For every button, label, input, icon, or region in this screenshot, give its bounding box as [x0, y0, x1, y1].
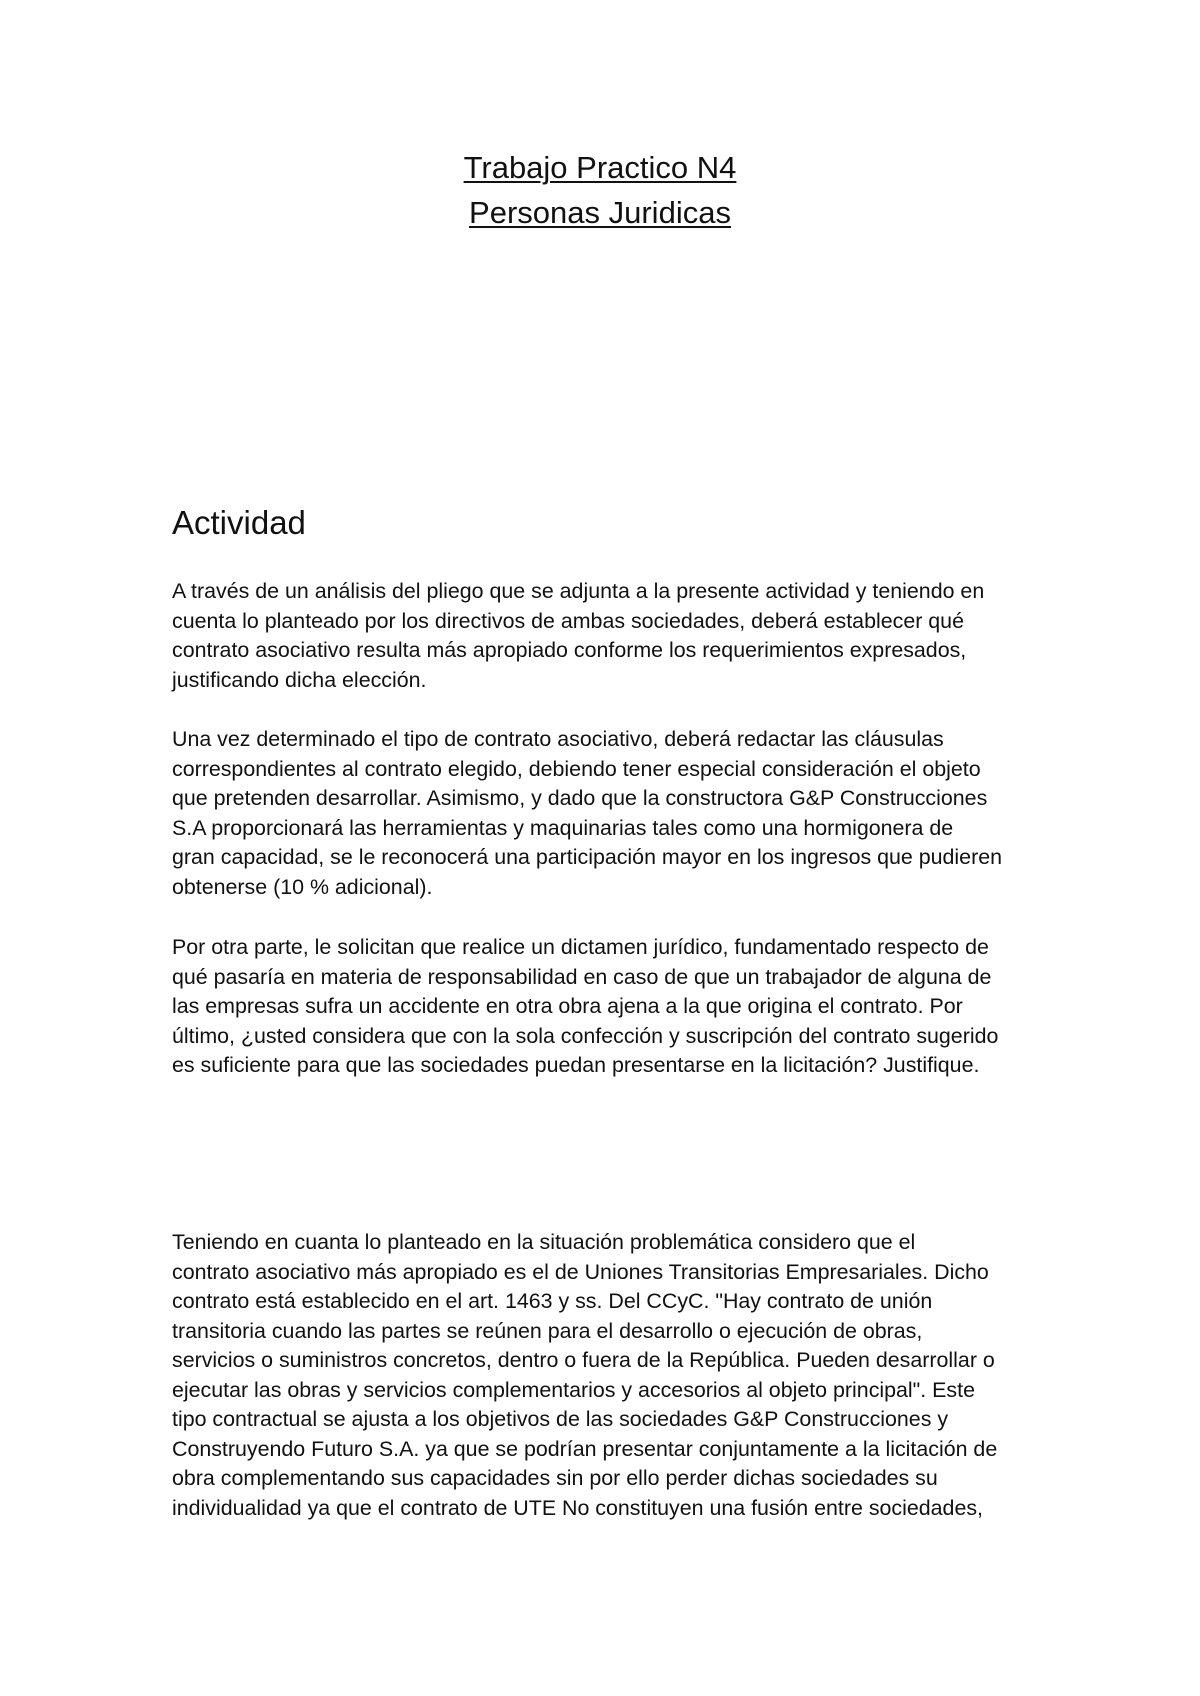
- text-line: Por otra parte, le solicitan que realice un dictamen jurídico, fundamentado respecto de: [172, 935, 989, 959]
- text-line: cuenta lo planteado por los directivos de ambas sociedades, deberá establecer qué: [172, 608, 964, 633]
- text-line: S.A proporcionará las herramientas y maquinarias tales como una hormigonera de: [172, 815, 954, 840]
- text-line: transitoria cuando las partes se reúnen para el desarrollo o ejecución de obras,: [172, 1318, 923, 1343]
- text-line: Una vez determinado el tipo de contrato asociativo, deberá redactar las cláusulas: [172, 727, 944, 751]
- title-line-1: Trabajo Practico N4: [463, 150, 737, 185]
- text-line: contrato asociativo resulta más apropiado conforme los requerimientos expresados,: [172, 638, 967, 662]
- text-line: que pretenden desarrollar. Asimismo, y dado que la constructora G&P Construcciones: [172, 786, 988, 810]
- text-line: individualidad ya que el contrato de UTE No constituyen una fusión entre sociedades,: [172, 1495, 983, 1520]
- text-line: servicios o suministros concretos, dentro o fuera de la República. Pueden desarrollar o: [172, 1348, 995, 1372]
- text-line: contrato está establecido en el art. 1463 y ss. Del CCyC. "Hay contrato de unión: [172, 1289, 933, 1313]
- paragraph-4: [172, 1228, 1042, 1523]
- text-line: qué pasaría en materia de responsabilidad en caso de que un trabajador de alguna de: [172, 964, 992, 989]
- paragraph-3: [172, 933, 1042, 1081]
- text-line: ejecutar las obras y servicios complementarios y accesorios al objeto principal". Este: [172, 1377, 975, 1402]
- paragraph-2: [172, 725, 1042, 902]
- text-line: gran capacidad, se le reconocerá una participación mayor en los ingresos que pudieren: [172, 845, 1002, 869]
- text-line: correspondientes al contrato elegido, debiendo tener especial consideración el objeto: [172, 756, 981, 781]
- text-line: justificando dicha elección.: [172, 667, 427, 692]
- paragraph-1: [172, 577, 1042, 695]
- text-line: obra complementando sus capacidades sin por ello perder dichas sociedades su: [172, 1466, 938, 1490]
- text-line: A través de un análisis del pliego que se adjunta a la presente actividad y teniendo en: [172, 579, 985, 603]
- text-line: obtenerse (10 % adicional).: [172, 874, 433, 899]
- text-line: Teniendo en cuanta lo planteado en la situación problemática considero que el: [172, 1230, 916, 1254]
- text-line: tipo contractual se ajusta a los objetivos de las sociedades G&P Construcciones y: [172, 1407, 949, 1431]
- section-heading: Actividad: [172, 504, 306, 541]
- text-line: contrato asociativo más apropiado es el de Uniones Transitorias Empresariales. Dicho: [172, 1259, 989, 1284]
- document-title: [0, 145, 1200, 235]
- text-line: último, ¿usted considera que con la sola confección y suscripción del contrato sugerido: [172, 1023, 999, 1048]
- title-line-2: Personas Juridicas: [469, 195, 731, 230]
- text-line: Construyendo Futuro S.A. ya que se podrían presentar conjuntamente a la licitación de: [172, 1436, 998, 1461]
- text-line: es suficiente para que las sociedades puedan presentarse en la licitación? Justifique.: [172, 1053, 980, 1077]
- text-line: las empresas sufra un accidente en otra obra ajena a la que origina el contrato. Por: [172, 994, 963, 1018]
